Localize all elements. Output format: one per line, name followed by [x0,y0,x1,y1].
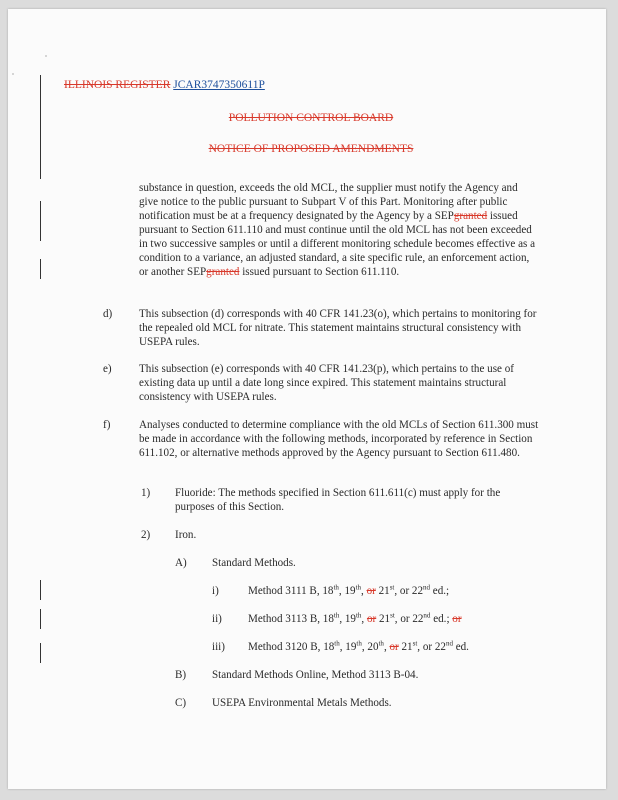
item-A-text: Standard Methods. [212,557,296,569]
subsection-f-text: Analyses conducted to determine compliance with the old MCLs of Section 611.300 must be made in accordance with the following methods, incorporated by reference in Section 611.102, or alternative methods approved by the Agency pursuant to Section 611.480. [139,419,539,459]
scan-speck [45,55,47,57]
jcar-code: JCAR3747350611P [173,79,265,91]
item-iii-label: iii) [212,641,225,653]
revision-bar [40,609,41,629]
scan-speck [12,73,14,75]
item-2-text: Iron. [175,529,197,541]
item-1-label: 1) [141,487,151,499]
subsection-d-text: This subsection (d) corresponds with 40 CFR 141.23(o), which pertains to monitoring for the repealed old MCL for nitrate. This statement maintains structural consistency with USEPA rules. [139,308,537,348]
revision-bar [40,580,41,600]
intro-text-1: substance in question, exceeds the old MCL, the supplier must notify the Agency and give notice to the public pursuant to Subpart V of this Part. Monitoring after public notification must be at a frequency designated by the Agency by a SEP [139,182,518,222]
item-i-text: Method 3111 B, 18th, 19th, or 21st, or 22nd ed.; [248,583,450,597]
board-title-struck: POLLUTION CONTROL BOARD [228,112,394,124]
intro-text-2: issued pursuant to Section 611.110 and must continue until the old MCL has not been exceeded in two successive samples or until a different monitoring schedule becomes effective as a condition to a variance, an adjusted standard, a site specific rule, an enforcement action, or another SEP [139,210,536,278]
item-C-label: C) [175,697,187,709]
revision-bar [40,643,41,663]
item-A-label: A) [175,557,187,569]
deleted-text: granted [206,266,240,278]
item-i-label: i) [212,585,219,597]
deleted-text: or [389,641,399,653]
register-header [64,79,265,91]
notice-title-struck: NOTICE OF PROPOSED AMENDMENTS [208,143,414,155]
item-iii-text: Method 3120 B, 18th, 19th, 20th, or 21st, or 22nd ed. [248,639,469,653]
subsection-e-label: e) [103,363,112,375]
deleted-text: or [366,585,376,597]
deleted-text: or [452,613,462,625]
item-ii-label: ii) [212,613,222,625]
item-2-label: 2) [141,529,151,541]
intro-text-3: issued pursuant to Section 611.110. [239,266,400,278]
revision-bar [40,75,41,179]
subsection-d-label: d) [103,308,113,320]
deleted-text: or [366,613,377,625]
subsection-e-text: This subsection (e) corresponds with 40 CFR 141.23(p), which pertains to the use of existing data up until a date long since expired. This statement maintains structural consistency with USEPA rules. [139,363,514,403]
register-title-struck: ILLINOIS REGISTER [64,79,171,91]
revision-bar [40,201,41,241]
item-1-text: Fluoride: The methods specified in Section 611.611(c) must apply for the purposes of this Section. [175,487,501,513]
document-page [8,9,606,789]
item-C-text: USEPA Environmental Metals Methods. [212,697,392,709]
item-B-text: Standard Methods Online, Method 3113 B-04. [212,669,419,681]
revision-bar [40,259,41,279]
intro-paragraph [139,181,539,279]
item-B-label: B) [175,669,187,681]
subsection-f-label: f) [103,419,111,431]
item-ii-text: Method 3113 B, 18th, 19th, or 21st, or 22nd ed.; or [248,611,462,625]
deleted-text: granted [453,210,488,222]
